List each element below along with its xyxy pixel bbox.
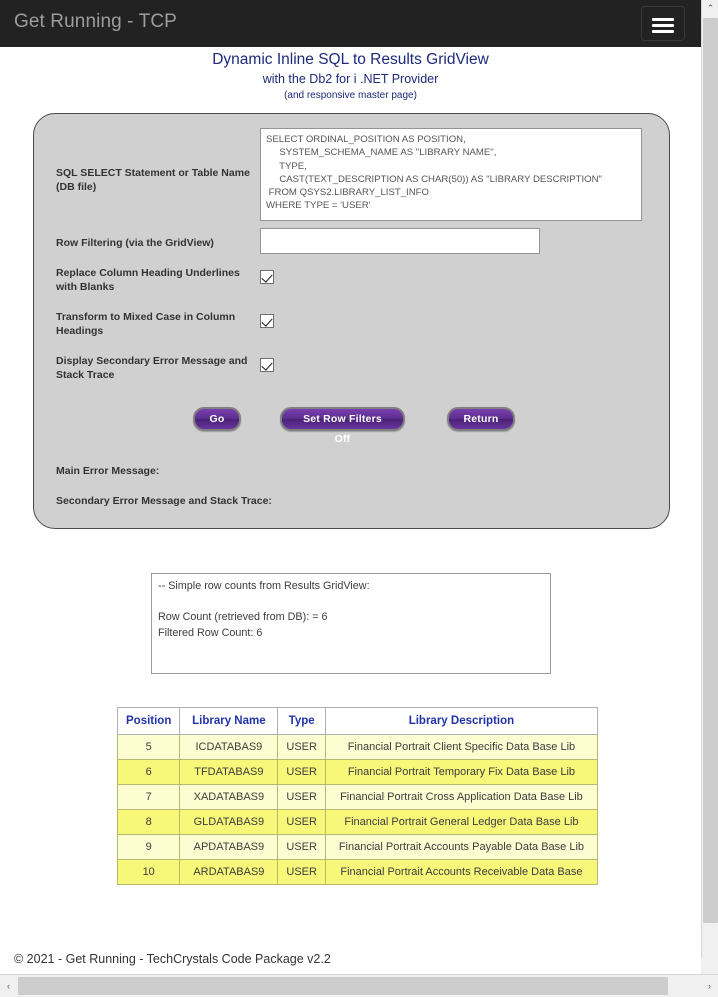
cell-library-name: XADATABAS9 [180,785,278,810]
horizontal-scrollbar-thumb[interactable] [18,977,668,995]
go-button[interactable]: Go [193,407,241,431]
cell-position: 8 [118,810,180,835]
cell-type: USER [278,760,326,785]
vertical-scrollbar[interactable] [701,0,718,974]
cell-library-name: ARDATABAS9 [180,860,278,885]
main-error-message-label: Main Error Message: [56,465,160,477]
page-footer: © 2021 - Get Running - TechCrystals Code Package v2.2 [14,952,331,966]
cell-library-name: GLDATABAS9 [180,810,278,835]
cell-type: USER [278,810,326,835]
hamburger-bar [652,24,674,27]
table-row[interactable] [118,810,598,835]
table-row[interactable] [118,860,598,885]
cell-type: USER [278,860,326,885]
cell-position: 6 [118,760,180,785]
row-counts-output[interactable] [151,573,551,674]
secondary-error-checkbox[interactable] [260,358,274,372]
sql-statement-label: SQL SELECT Statement or Table Name (DB file) [56,167,250,193]
set-row-filters-off-button[interactable]: Set Row Filters Off [280,407,405,431]
cell-type: USER [278,735,326,760]
horizontal-scrollbar[interactable] [0,974,718,997]
cell-type: USER [278,835,326,860]
page-title: Dynamic Inline SQL to Results GridView [212,51,489,68]
cell-position: 7 [118,785,180,810]
cell-position: 5 [118,735,180,760]
cell-library-description: Financial Portrait Accounts Receivable Data Base [325,860,597,885]
hamburger-menu-icon[interactable] [641,6,685,41]
column-header-type[interactable]: Type [278,708,326,735]
cell-library-description: Financial Portrait Accounts Payable Data Base Lib [325,835,597,860]
table-header-row [118,708,598,735]
mixed-case-checkbox[interactable] [260,314,274,328]
results-body [118,735,598,885]
cell-type: USER [278,785,326,810]
scroll-left-arrow-icon[interactable]: ‹ [7,981,10,991]
column-header-description[interactable]: Library Description [325,708,597,735]
replace-underlines-label: Replace Column Heading Underlines with Blanks [56,267,240,293]
results-gridview [117,707,598,885]
hamburger-bar [652,30,674,33]
secondary-error-message-label: Secondary Error Message and Stack Trace: [56,495,272,507]
scroll-up-arrow-icon[interactable]: ⌃ [702,0,718,17]
page-subtitle-2: (and responsive master page) [284,90,417,101]
cell-library-name: TFDATABAS9 [180,760,278,785]
cell-library-description: Financial Portrait General Ledger Data Base Lib [325,810,597,835]
page-subtitle: with the Db2 for i .NET Provider [262,72,439,86]
column-header-library-name[interactable]: Library Name [180,708,278,735]
table-row[interactable] [118,785,598,810]
page-headings [0,50,701,104]
table-row[interactable] [118,735,598,760]
secondary-error-label: Display Secondary Error Message and Stack Trace [56,355,248,381]
cell-library-description: Financial Portrait Cross Application Data Base Lib [325,785,597,810]
cell-position: 9 [118,835,180,860]
sql-statement-input[interactable] [260,128,642,221]
navbar-brand[interactable]: Get Running - TCP [14,11,177,32]
scrollbar-corner [701,957,718,974]
cell-library-description: Financial Portrait Temporary Fix Data Base Lib [325,760,597,785]
cell-library-name: ICDATABAS9 [180,735,278,760]
row-filter-label: Row Filtering (via the GridView) [56,237,214,249]
cell-library-description: Financial Portrait Client Specific Data Base Lib [325,735,597,760]
hamburger-bar [652,18,674,21]
cell-position: 10 [118,860,180,885]
return-button[interactable]: Return [447,407,515,431]
row-filter-input[interactable] [260,228,540,254]
form-panel [33,113,670,529]
navbar [0,0,701,47]
table-row[interactable] [118,760,598,785]
mixed-case-label: Transform to Mixed Case in Column Headings [56,311,236,337]
table-row[interactable] [118,835,598,860]
replace-underlines-checkbox[interactable] [260,270,274,284]
results-header [118,708,598,735]
scroll-right-arrow-icon[interactable]: › [708,981,711,991]
vertical-scrollbar-thumb[interactable] [703,18,718,923]
column-header-position[interactable]: Position [118,708,180,735]
cell-library-name: APDATABAS9 [180,835,278,860]
